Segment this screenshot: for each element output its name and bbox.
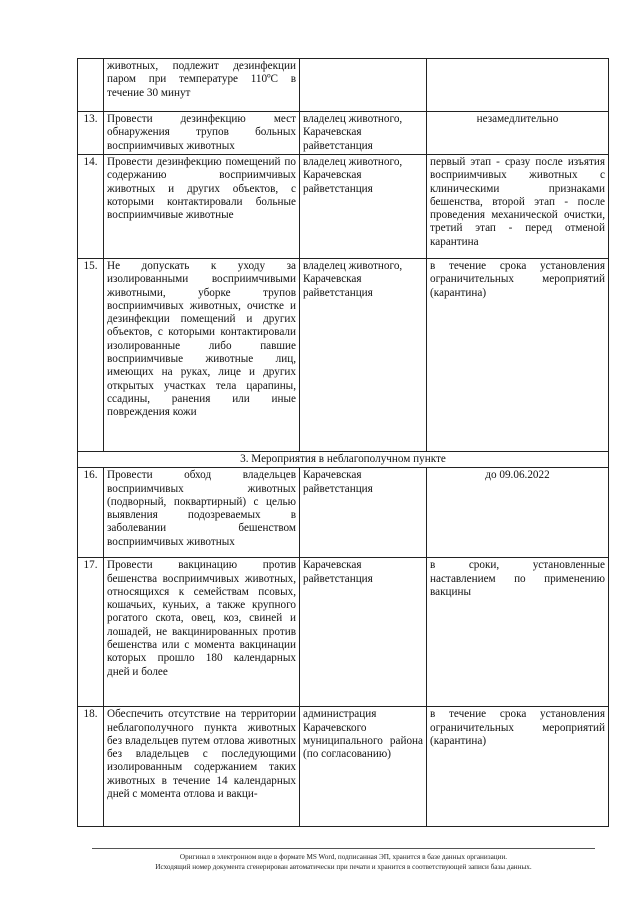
- deadline-cell: в течение срока установления ограничительных мероприятий (карантина): [427, 707, 609, 827]
- table-row: [78, 112, 609, 155]
- measure-cell: животных, подлежит дезинфекции паром при температуре 110ºC в течение 30 минут: [104, 59, 300, 112]
- executor-cell: [300, 59, 427, 112]
- document-footer: [92, 848, 595, 872]
- measure-cell: Провести вакцинацию против бешенства восприимчивых животных, относящихся к семействам псовых, кошачьих, куньих, а также крупного рогатого скота, овец, коз, свиней и лошадей, не вакцинированных против бешенства или с момента вакцинации которых прошло 180 календарных дней и более: [104, 558, 300, 707]
- table-row: [78, 155, 609, 259]
- deadline-cell: до 09.06.2022: [427, 468, 609, 558]
- deadline-cell: в сроки, установленные наставлением по применению вакцины: [427, 558, 609, 707]
- footer-line: Оригинал в электронном виде в формате MS Word, подписанная ЭП, хранится в базе данных организации.: [179, 853, 508, 861]
- measure-cell: Провести дезинфекцию мест обнаружения трупов больных восприимчивых животных: [104, 112, 300, 155]
- table-row: [78, 707, 609, 827]
- row-number: 17.: [78, 558, 104, 707]
- section-row: [78, 452, 609, 468]
- table-row: [78, 259, 609, 452]
- measures-table: [77, 58, 609, 827]
- executor-cell: Карачевская райветстанция: [300, 558, 427, 707]
- row-number: [78, 59, 104, 112]
- deadline-cell: [427, 59, 609, 112]
- table-row: [78, 468, 609, 558]
- row-number: 14.: [78, 155, 104, 259]
- executor-cell: владелец животного, Карачевская райветстанция: [300, 155, 427, 259]
- deadline-cell: первый этап - сразу после изъятия восприимчивых животных с клиническими признаками бешенства, второй этап - после проведения механической очистки, третий этап - перед отменой карантина: [427, 155, 609, 259]
- row-number: 15.: [78, 259, 104, 452]
- footer-line: Исходящий номер документа сгенерирован автоматически при печати и хранится в соответствующей записи базы данных.: [155, 863, 532, 871]
- executor-cell: владелец животного, Карачевская райветстанция: [300, 259, 427, 452]
- section-heading: 3. Мероприятия в неблагополучном пункте: [78, 452, 609, 468]
- deadline-cell: в течение срока установления ограничительных мероприятий (карантина): [427, 259, 609, 452]
- measure-cell: Не допускать к уходу за изолированными восприимчивыми животными, уборке трупов восприимчивых животных, очистке и дезинфекции помещений и других объектов, с которыми контактировали изолированные либо павшие восприимчивые животные лиц, имеющих на руках, лице и других открытых участках тела царапины, ссадины, ранения или иные повреждения кожи: [104, 259, 300, 452]
- table-row: [78, 59, 609, 112]
- executor-cell: владелец животного, Карачевская райветстанция: [300, 112, 427, 155]
- table-row: [78, 558, 609, 707]
- row-number: 13.: [78, 112, 104, 155]
- measure-cell: Провести дезинфекцию помещений по содержанию восприимчивых животных и других объектов, с которыми контактировали больные восприимчивые животные: [104, 155, 300, 259]
- row-number: 16.: [78, 468, 104, 558]
- deadline-cell: незамедлительно: [427, 112, 609, 155]
- measure-cell: Обеспечить отсутствие на территории неблагополучного пункта животных без владельцев путем отлова животных без владельцев с последующими изолированным содержанием таких животных в течение 14 календарных дней с момента отлова и вакци-: [104, 707, 300, 827]
- measure-cell: Провести обход владельцев восприимчивых животных (подворный, поквартирный) с целью выявления подозреваемых в заболевании бешенством восприимчивых животных: [104, 468, 300, 558]
- executor-cell: Карачевская райветстанция: [300, 468, 427, 558]
- row-number: 18.: [78, 707, 104, 827]
- executor-cell: администрация Карачевского муниципального района (по согласованию): [300, 707, 427, 827]
